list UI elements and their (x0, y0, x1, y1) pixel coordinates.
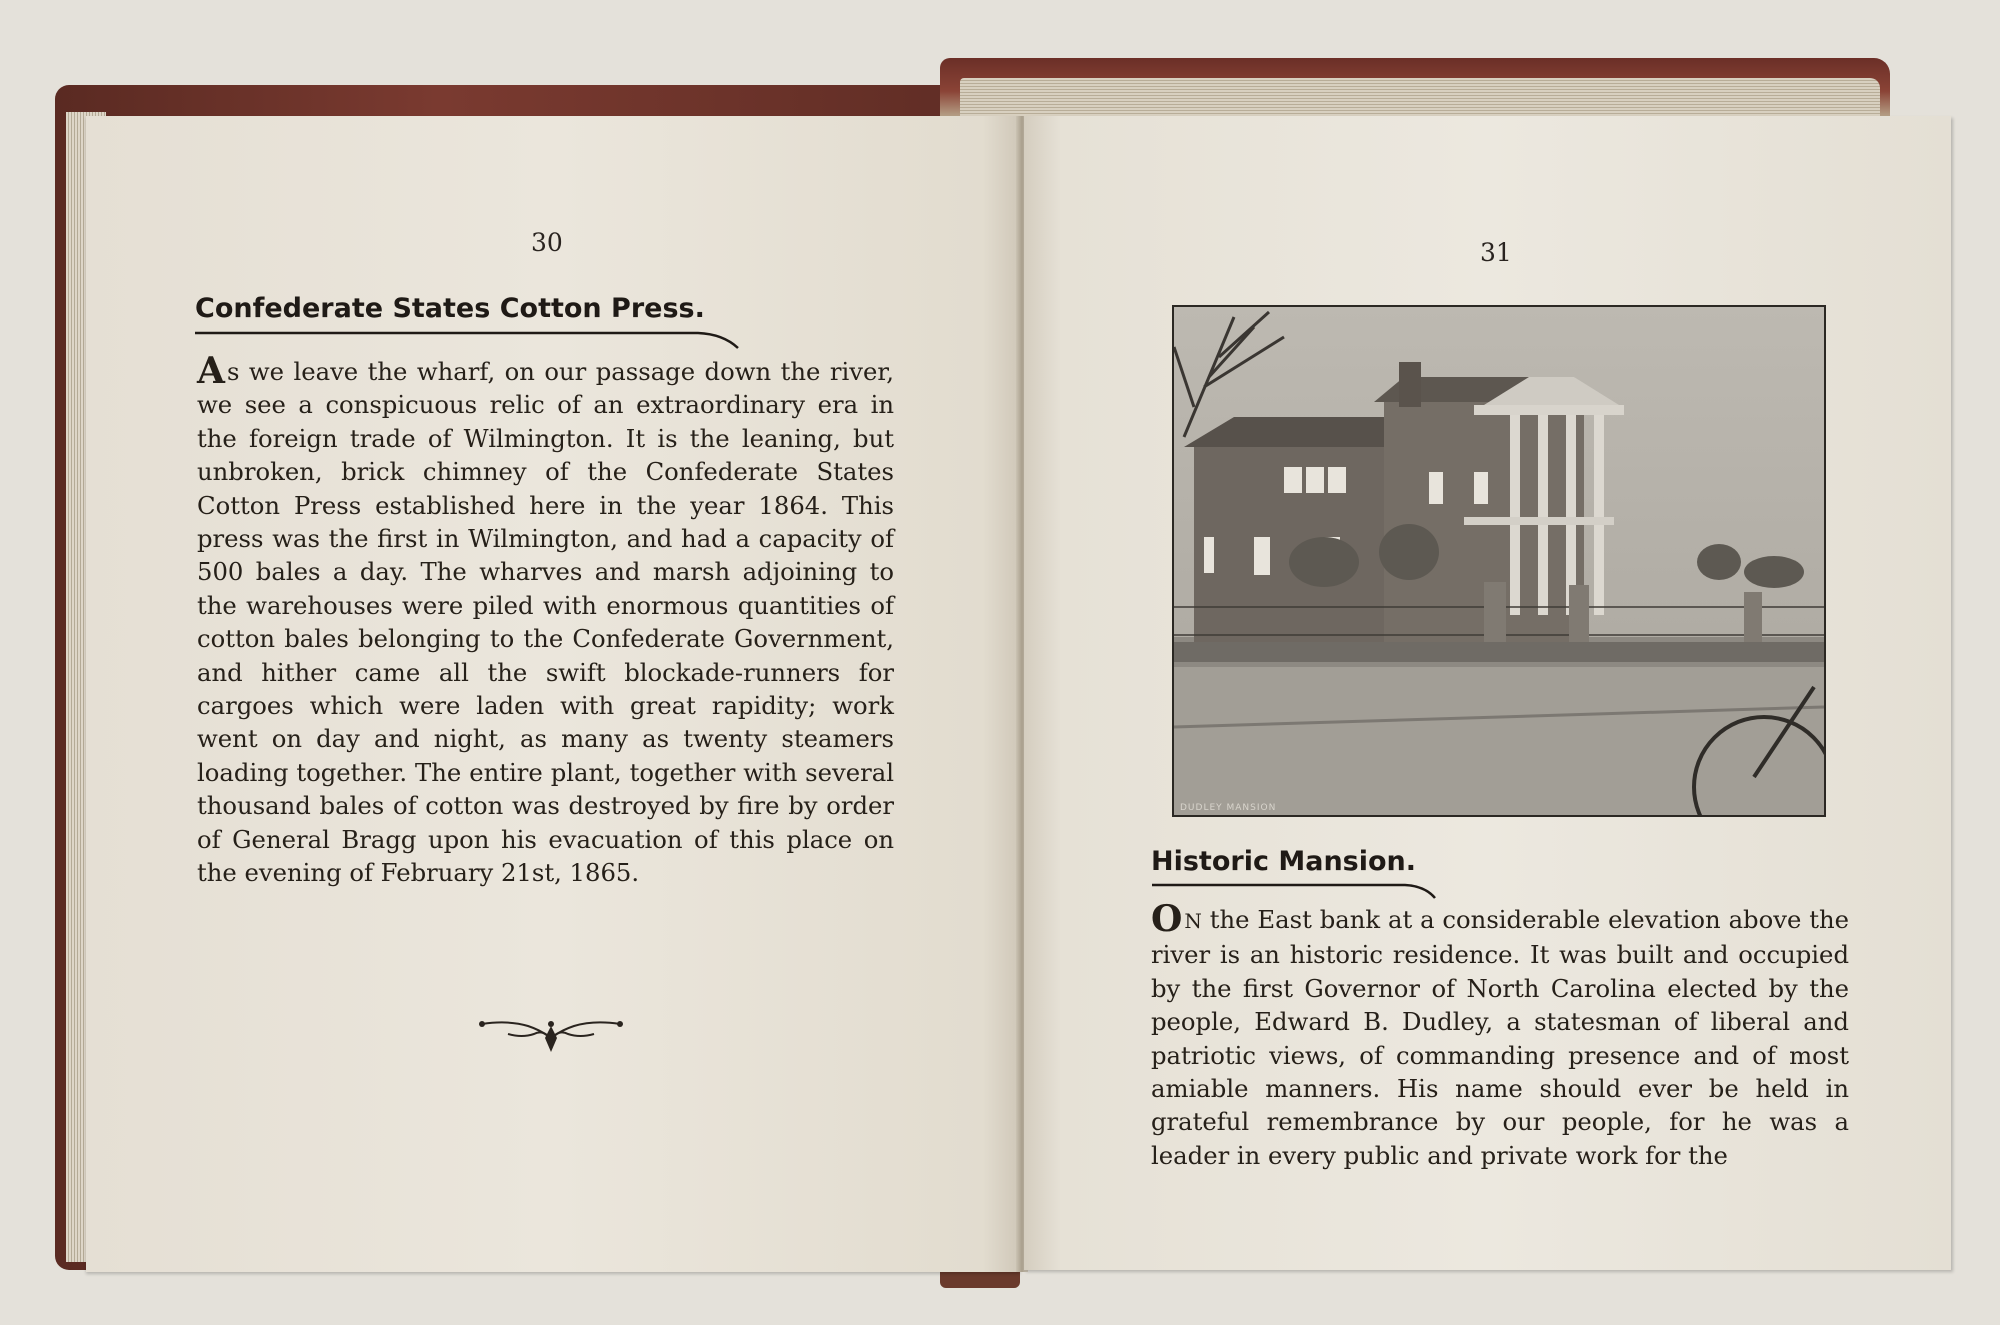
spine-bottom (940, 1270, 1020, 1288)
title-underline (193, 328, 743, 352)
left-page-title: Confederate States Cotton Press. (195, 293, 705, 324)
ornament-flourish-icon (478, 1012, 624, 1062)
mansion-photo-image (1174, 307, 1824, 815)
small-caps-lead: N (1184, 909, 1202, 933)
right-page-body (1151, 898, 1849, 1172)
title-underline-right (1150, 880, 1450, 904)
left-page-number: 30 (531, 228, 563, 257)
left-page-body (197, 350, 894, 890)
drop-cap: A (197, 350, 225, 392)
mansion-photograph (1172, 305, 1826, 817)
right-page-number: 31 (1480, 238, 1512, 267)
right-page-title: Historic Mansion. (1151, 846, 1417, 877)
page-block-top (960, 78, 1880, 118)
drop-cap-right: O (1151, 898, 1183, 940)
photo-caption: DUDLEY MANSION (1180, 803, 1277, 813)
right-page-text: the East bank at a considerable elevation above the river is an historic residence. It was built and occupied by the first Governor of North Carolina elected by the people, Edward B. Dudley, a statesman of liberal and patriotic views, of commanding presence and of most amiable manners. His name should ever be held in grateful remembrance by our people, for he was a leader in every public and private work for the (1151, 905, 1849, 1170)
left-page-text: s we leave the wharf, on our passage down the river, we see a conspicuous relic of an extraordinary era in the foreign trade of Wilmington. It is the leaning, but unbroken, brick chimney of the Confederate States Cotton Press established here in the year 1864. This press was the first in Wilmington, and had a capacity of 500 bales a day. The wharves and marsh adjoining to the warehouses were piled with enormous quantities of cotton bales belonging to the Confederate Government, and hither came all the swift blockade-runners for cargoes which were laden with great rapidity; work went on day and night, as many as twenty steamers loading together. The entire plant, together with several thousand bales of cotton was destroyed by fire by order of General Bragg upon his evacuation of this place on the evening of February 21st, 1865. (197, 357, 894, 888)
